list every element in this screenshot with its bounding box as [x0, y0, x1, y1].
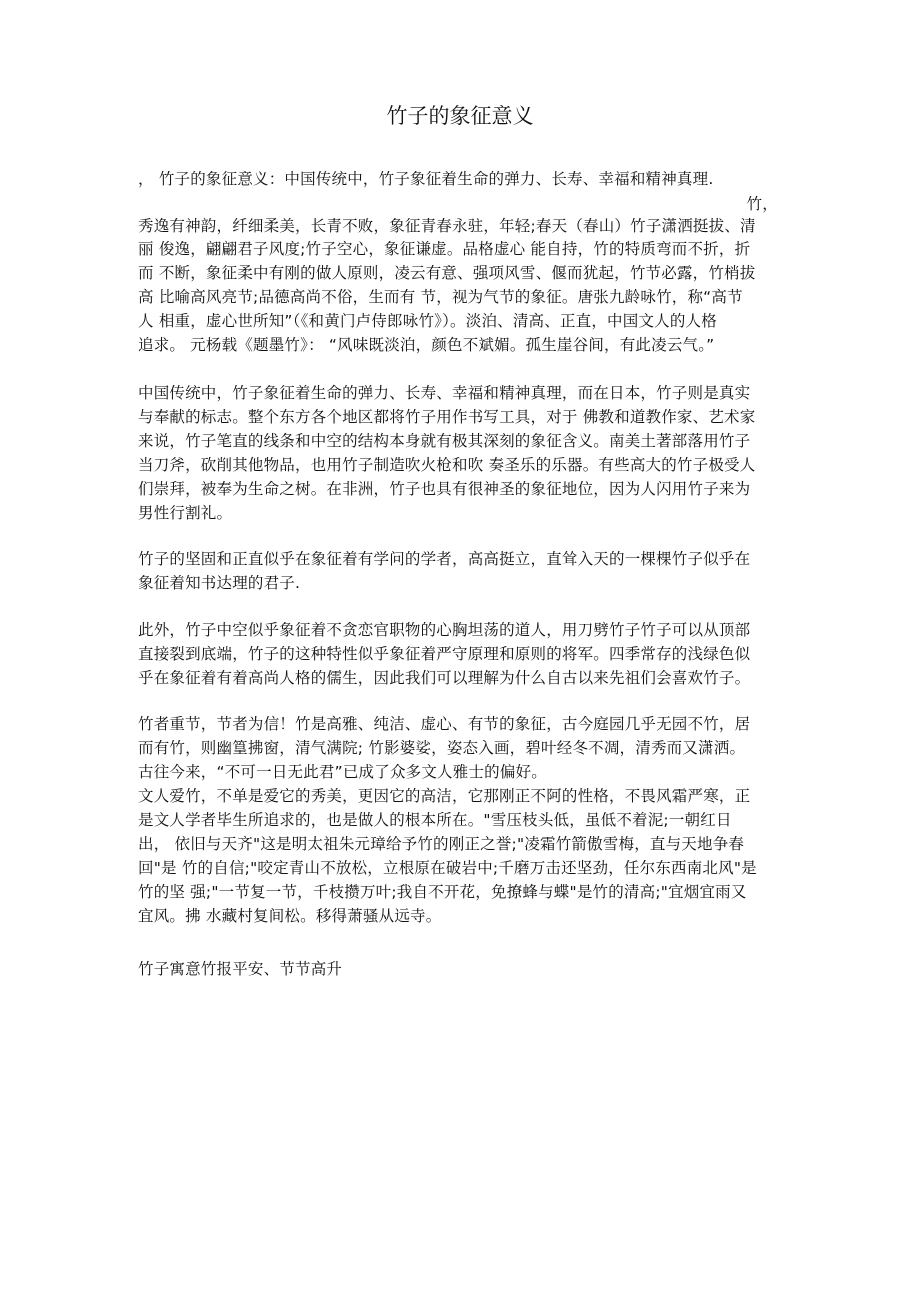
text-line: 是文人学者毕生所追求的，也是做人的根本所在。"雪压枝头低，虽低不着泥;一朝红日 — [138, 811, 732, 829]
text-line: 中国传统中，竹子象征着生命的弹力、长寿、幸福和精神真理，而在日本，竹子则是真实 — [138, 384, 751, 402]
document-title: 竹子的象征意义 — [386, 104, 534, 128]
text-line: 文人爱竹，不单是爱它的秀美，更因它的高洁，它那刚正不阿的性格，不畏风霜严寒，正 — [138, 787, 751, 805]
text-line: 男性行割礼。 — [138, 504, 233, 522]
text-line: 象征着知书达理的君子. — [138, 574, 301, 592]
text-line: 古往今来，“不可一日无此君”已成了众多文人雅士的偏好。 — [138, 763, 547, 781]
text-line: 而有竹，则幽篁拂窗，清气满院; 竹影婆娑，姿态入画，碧叶经冬不凋，清秀而又潇洒。 — [138, 739, 746, 757]
text-line: 竹者重节，节者为信！竹是高雅、纯洁、虚心、有节的象征，古今庭园几乎无园不竹，居 — [138, 715, 751, 733]
text-line: 人 相重，虚心世所知”（《和黄门卢侍郎咏竹》）。淡泊、清高、正直，中国文人的人格 — [138, 312, 717, 330]
text-line: 回"是 竹的自信;"咬定青山不放松，立根原在破岩中;千磨万击还坚劲，任尔东西南北风"是 — [138, 859, 757, 877]
text-line: ， 竹子的象征意义：中国传统中，竹子象征着生命的弹力、长寿、幸福和精神真理. — [138, 170, 714, 188]
text-line: 竹， — [746, 195, 778, 213]
text-line: 当刀斧，砍削其他物品，也用竹子制造吹火枪和吹 奏圣乐的乐器。有些高大的竹子极受人 — [138, 456, 756, 474]
text-line: 直接裂到底端，竹子的这种特性似乎象征着严守原理和原则的将军。四季常存的浅绿色似 — [138, 645, 751, 663]
text-line: 竹的坚 强;"一节复一节，千枝攒万叶;我自不开花，免撩蜂与蝶"是竹的清高;"宜烟宜雨又 — [138, 883, 747, 901]
text-line: 乎在象征着有着高尚人格的儒生，因此我们可以理解为什么自古以来先祖们会喜欢竹子。 — [138, 669, 751, 687]
text-line: 此外，竹子中空似乎象征着不贪恋官职物的心胸坦荡的道人，用刀劈竹子竹子可以从顶部 — [138, 621, 751, 639]
text-line: 竹子寓意竹报平安、节节高升 — [138, 960, 343, 978]
text-line: 竹子的坚固和正直似乎在象征着有学问的学者，高高挺立，直耸入天的一棵棵竹子似乎在 — [138, 550, 751, 568]
text-line: 们崇拜，被奉为生命之树。在非洲，竹子也具有很神圣的象征地位，因为人闪用竹子来为 — [138, 480, 751, 498]
text-line: 与奉献的标志。整个东方各个地区都将竹子用作书写工具，对于 佛教和道教作家、艺术家 — [138, 408, 756, 426]
text-line: 宜风。拂 水藏村复间松。移得萧骚从远寺。 — [138, 907, 442, 925]
text-line: 出， 依旧与天齐"这是明太祖朱元璋给予竹的刚正之誉;"凌霜竹箭傲雪梅，直与天地争春 — [138, 835, 745, 853]
text-line: 高 比喻高风亮节;品德高尚不俗，生而有 节，视为气节的象征。唐张九龄咏竹，称“高节 — [138, 288, 743, 306]
text-line: 秀逸有神韵，纤细柔美，长青不败，象征青春永驻，年轻;春天（春山）竹子潇洒挺拔、清 — [138, 217, 756, 235]
text-line: 追求。 元杨载《题墨竹》： “风味既淡泊，颜色不斌媚。孤生崖谷间，有此凌云气。” — [138, 336, 715, 354]
text-line: 来说，竹子笔直的线条和中空的结构本身就有极其深刻的象征含义。南美土著部落用竹子 — [138, 432, 751, 450]
text-line: 而 不断，象征柔中有刚的做人原则，凌云有意、强项风雪、偃而犹起，竹节必露，竹梢拔 — [138, 264, 756, 282]
text-line: 丽 俊逸，翩翩君子风度;竹子空心，象征谦虚。品格虚心 能自持，竹的特质弯而不折，折 — [138, 240, 751, 258]
